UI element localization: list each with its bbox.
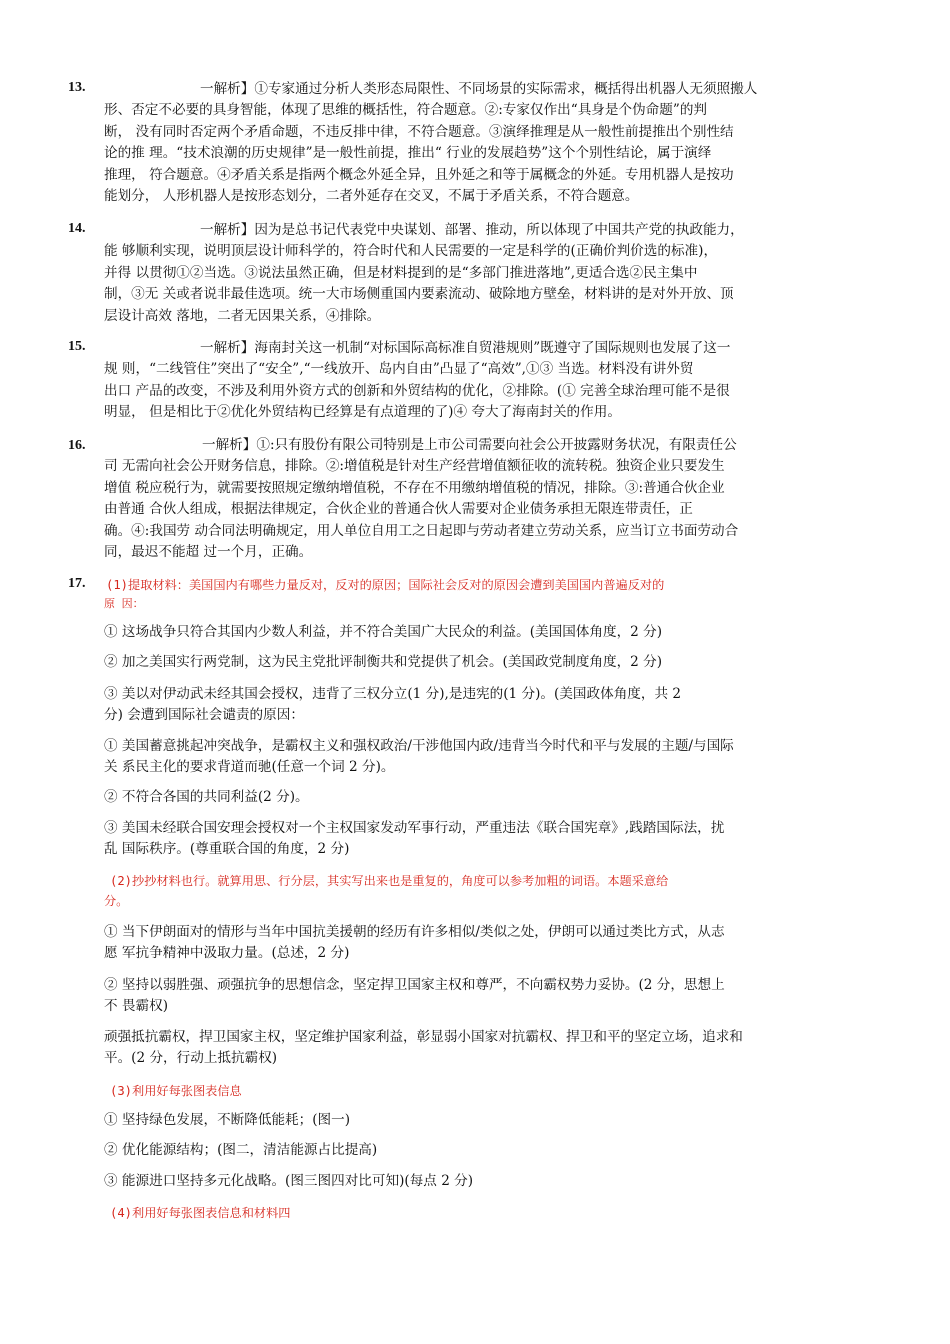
answer-line: 形、否定不必要的具身智能，体现了思维的概括性，符合题意。②:专家仅作出“具身是个伪命题”的判: [104, 102, 708, 118]
question-number: 16.: [68, 438, 86, 453]
answer-item: ① 美国蓄意挑起冲突战争，是霸权主义和强权政治/干涉他国内政/违背当今时代和平与发展的主题/与国际: [104, 738, 734, 754]
answer-item: 不 畏霸权): [104, 998, 168, 1014]
answer-line: 论的推 理。“技术浪潮的历史规律”是一般性前提，推出“ 行业的发展趋势”这个个别性结论，属于演绎: [104, 145, 712, 161]
part-4-heading: (4)利用好每张图表信息和材料四: [110, 1206, 291, 1220]
answer-line: 并得 以贯彻①②当选。③说法虽然正确，但是材料提到的是“多部门推进落地”,更适合选②民主集中: [104, 265, 698, 281]
answer-line: 能 够顺利实现，说明顶层设计师科学的，符合时代和人民需要的一定是科学的(正确价判价选的标准)，: [104, 243, 718, 259]
answer-item: ① 当下伊朗面对的情形与当年中国抗美援朝的经历有许多相似/类似之处，伊朗可以通过类比方式，从志: [104, 924, 725, 940]
answer-line: 制，③无 关或者说非最佳选项。统一大市场侧重国内要素流动、破除地方壁垒，材料讲的是对外开放、顶: [104, 286, 734, 302]
question-number: 14.: [68, 221, 86, 236]
answer-line: 增值 税应税行为，就需要按照规定缴纳增值税，不存在不用缴纳增值税的情况，排除。③:普通合伙企业: [104, 480, 725, 496]
answer-item: ③ 美以对伊动武未经其国会授权，违背了三权分立(1 分),是违宪的(1 分)。(美国政体角度，共 2: [104, 686, 682, 702]
question-number: 17.: [68, 576, 86, 591]
answer-line: 一解析】①专家通过分析人类形态局限性、不同场景的实际需求，概括得出机器人无须照搬人: [200, 81, 758, 97]
answer-item: 顽强抵抗霸权，捍卫国家主权，坚定维护国家利益，彰显弱小国家对抗霸权、捍卫和平的坚定立场，追求和: [104, 1029, 743, 1045]
answer-item: ③ 美国未经联合国安理会授权对一个主权国家发动军事行动，严重违法《联合国宪章》,践踏国际法，扰: [104, 820, 725, 836]
answer-item: ③ 能源进口坚持多元化战略。(图三图四对比可知)(每点 2 分): [104, 1173, 474, 1189]
answer-item: 关 系民主化的要求背道而驰(任意一个词 2 分)。: [104, 759, 395, 775]
answer-line: 同，最迟不能超 过一个月，正确。: [104, 544, 313, 560]
answer-line: 一解析】①:只有股份有限公司特别是上市公司需要向社会公开披露财务状况，有限责任公: [202, 437, 737, 453]
part-2-heading: (2)抄抄材料也行。就算用思、行分层，其实写出来也是重复的，角度可以参考加粗的词语。本题采意给: [110, 874, 669, 888]
question-number: 13.: [68, 80, 86, 95]
answer-item: ② 加之美国实行两党制，这为民主党批评制衡共和党提供了机会。(美国政党制度角度，2 分): [104, 654, 663, 670]
answer-line: 确。④:我国劳 动合同法明确规定，用人单位自用工之日起即与劳动者建立劳动关系，应当订立书面劳动合: [104, 523, 739, 539]
answer-line: 司 无需向社会公开财务信息，排除。②:增值税是针对生产经营增值额征收的流转税。独资企业只要发生: [104, 458, 725, 474]
answer-line: 推理， 符合题意。④矛盾关系是指两个概念外延全异，且外延之和等于属概念的外延。专用机器人是按功: [104, 167, 734, 183]
answer-item: 平。(2 分，行动上抵抗霸权): [104, 1050, 278, 1066]
question-number: 15.: [68, 339, 86, 354]
part-1-heading: 原 因：: [104, 597, 144, 610]
answer-item: ① 坚持绿色发展，不断降低能耗；(图一): [104, 1112, 351, 1128]
answer-line: 断， 没有同时否定两个矛盾命题，不违反排中律，不符合题意。③演绎推理是从一般性前提推出个别性结: [104, 124, 734, 140]
answer-item: ① 这场战争只符合其国内少数人利益，并不符合美国广大民众的利益。(美国国体角度，2 分): [104, 624, 663, 640]
answer-line: 层设计高效 落地，二者无因果关系，④排除。: [104, 308, 381, 324]
answer-line: 规 则，“二线管住”突出了“安全”,“一线放开、岛内自由”凸显了“高效”,①③ 当选。材料没有讲外贸: [104, 361, 694, 377]
answer-line: 一解析】海南封关这一机制“对标国际高标准自贸港规则”既遵守了国际规则也发展了这一: [200, 340, 731, 356]
answer-item: 乱 国际秩序。(尊重联合国的角度，2 分): [104, 841, 350, 857]
answer-line: 能划分， 人形机器人是按形态划分，二者外延存在交叉，不属于矛盾关系，不符合题意。: [104, 188, 639, 204]
part-2-heading: 分。: [104, 894, 129, 908]
answer-item: ② 坚持以弱胜强、顽强抗争的思想信念，坚定捍卫国家主权和尊严，不向霸权势力妥协。(2 分，思想上: [104, 977, 725, 993]
part-1-heading: (1)提取材料：美国国内有哪些力量反对，反对的原因；国际社会反对的原因会遭到美国国内普遍反对的: [106, 578, 665, 592]
answer-item: 愿 军抗争精神中汲取力量。(总述，2 分): [104, 945, 350, 961]
answer-item: ② 不符合各国的共同利益(2 分)。: [104, 789, 309, 805]
answer-line: 出口 产品的改变，不涉及利用外资方式的创新和外贸结构的优化，②排除。(① 完善全球治理可能不是很: [104, 383, 730, 399]
answer-line: 由普通 合伙人组成，根据法律规定，合伙企业的普通合伙人需要对企业债务承担无限连带责任，正: [104, 501, 693, 517]
part-3-heading: (3)利用好每张图表信息: [110, 1084, 242, 1098]
answer-item: ② 优化能源结构；(图二，清洁能源占比提高): [104, 1142, 378, 1158]
answer-line: 明显， 但是相比于②优化外贸结构已经算是有点道理的了)④ 夸大了海南封关的作用。: [104, 404, 621, 420]
answer-item: 分) 会遭到国际社会谴责的原因：: [104, 707, 304, 723]
answer-line: 一解析】因为是总书记代表党中央谋划、部署、推动，所以体现了中国共产党的执政能力，: [200, 222, 744, 238]
